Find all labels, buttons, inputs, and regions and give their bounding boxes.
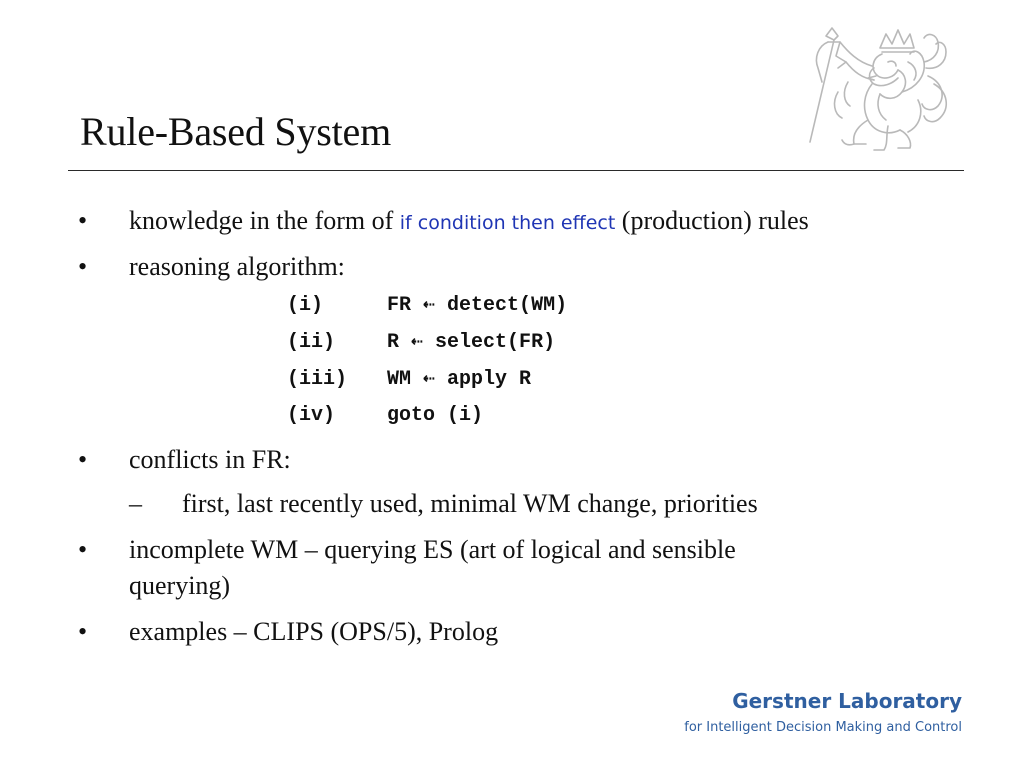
- slide-title: Rule-Based System: [80, 109, 392, 154]
- algorithm-step: FR ⇠ detect(WM): [387, 294, 568, 317]
- title-divider: [68, 170, 964, 171]
- algorithm-step: R ⇠ select(FR): [387, 331, 556, 354]
- bullet-marker: •: [78, 617, 88, 646]
- bullet-incomplete-wm-cont: querying): [129, 571, 231, 600]
- bullet-knowledge: [129, 208, 809, 234]
- algorithm-step: WM ⇠ apply R: [387, 368, 532, 391]
- algorithm-step: goto (i): [387, 404, 484, 427]
- bullet-marker: •: [78, 252, 88, 281]
- lab-subtitle: for Intelligent Decision Making and Control: [684, 720, 962, 735]
- algorithm-step-label: (i): [287, 294, 324, 317]
- lab-name: Gerstner Laboratory: [732, 689, 962, 713]
- bullet-knowledge-pre: knowledge in the form of: [129, 206, 400, 235]
- bullet-incomplete-wm: incomplete WM – querying ES (art of logical and sensible: [129, 535, 736, 564]
- algorithm-step-label: (iii): [287, 368, 348, 391]
- production-rule-highlight: if condition then effect: [399, 212, 616, 234]
- bullet-reasoning: reasoning algorithm:: [129, 252, 345, 281]
- bullet-examples: examples – CLIPS (OPS/5), Prolog: [129, 617, 499, 646]
- bullet-marker: •: [78, 445, 88, 474]
- sub-item-conflict-strategies: first, last recently used, minimal WM change, priorities: [182, 489, 758, 518]
- algorithm-step-label: (ii): [287, 331, 336, 354]
- bullet-marker: •: [78, 206, 88, 235]
- bullet-conflicts: conflicts in FR:: [129, 445, 291, 474]
- bullet-knowledge-post: (production) rules: [615, 206, 809, 235]
- algorithm-step-label: (iv): [287, 404, 336, 427]
- czech-lion-icon: [788, 22, 960, 154]
- bullet-marker: •: [78, 535, 88, 564]
- sub-bullet-marker: –: [129, 489, 142, 518]
